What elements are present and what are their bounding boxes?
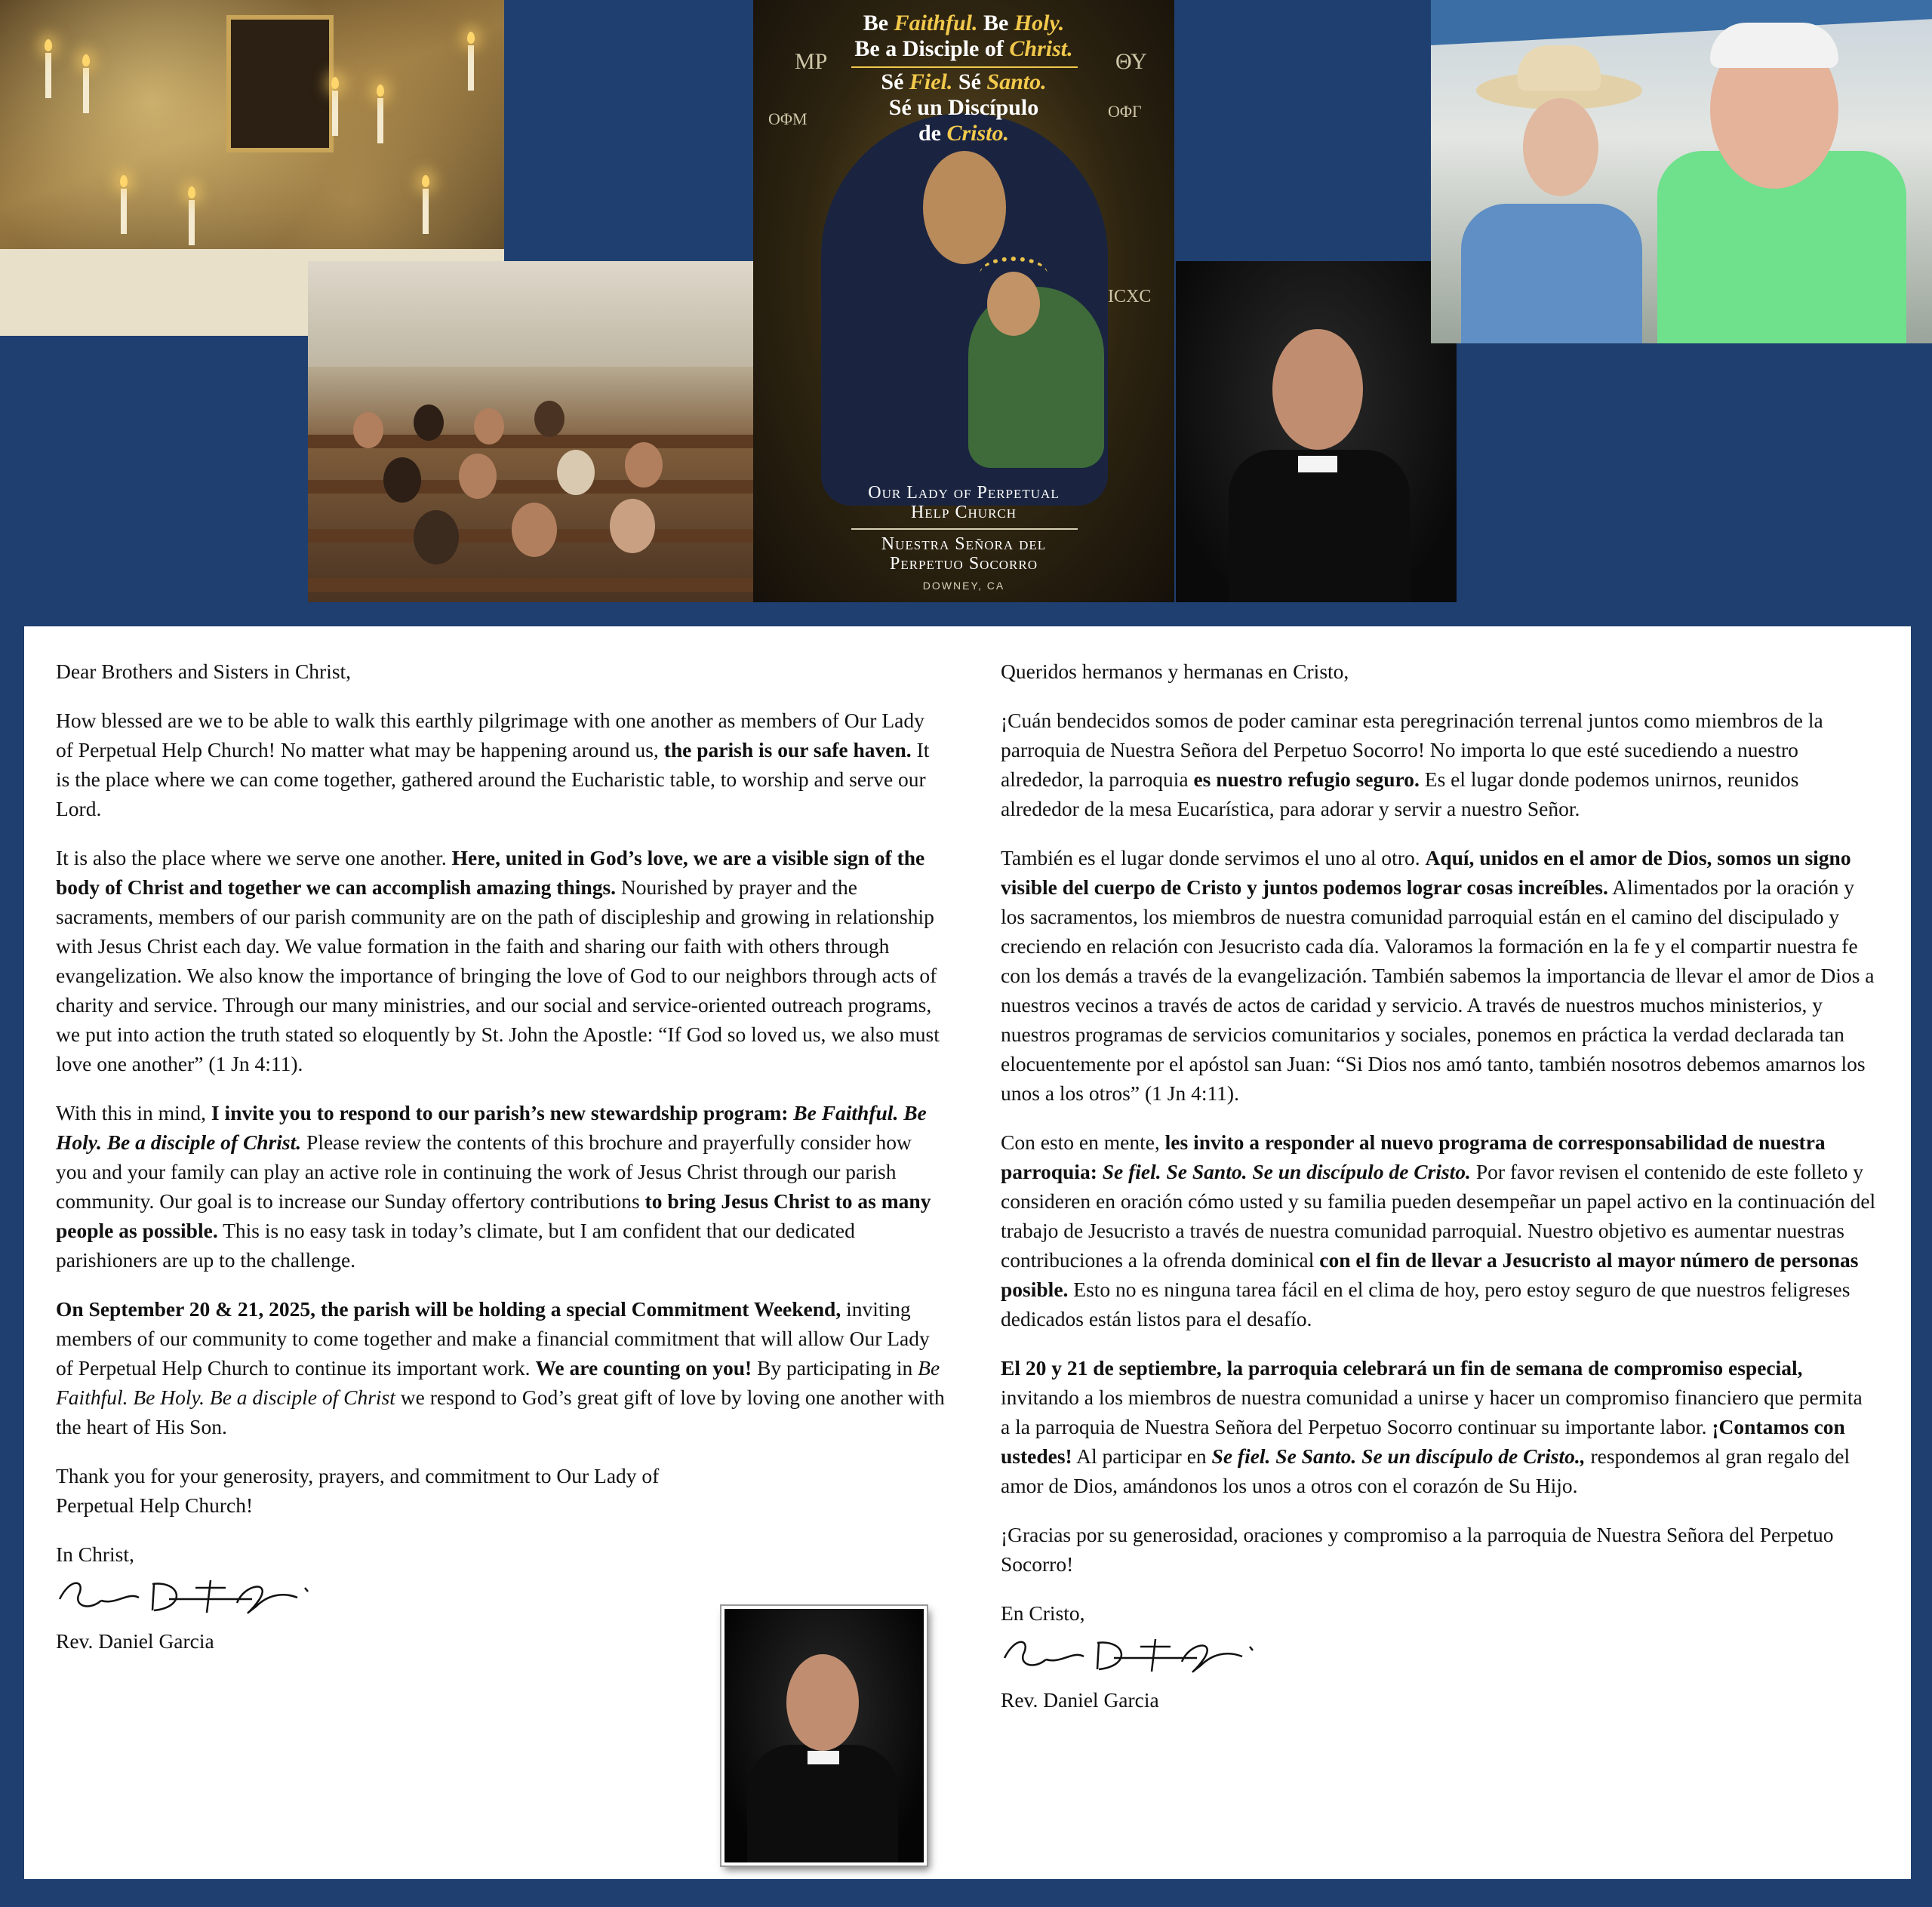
icon-greek-mp: MP: [795, 49, 828, 74]
icon-church-divider: [851, 528, 1078, 530]
icon-headline-divider: [851, 66, 1078, 68]
paragraph-1-en: How blessed are we to be able to walk this earthly pilgrimage with one another as members of Our Lady of Perpetual Help Church! No matter what may be happening around us, the parish is our safe haven. It is the place where we can come together, gathered around the Eucharistic table, to worship and serve our Lord.: [56, 709, 930, 820]
paragraph-3-en: With this in mind, I invite you to respond to our parish’s new stewardship program: Be Faithful. Be Holy. Be a disciple of Christ. Please review the contents of this brochure and prayerfully consider how you and your family can play an active role in continuing the work of Jesus Christ through our parish community. Our goal is to increase our Sunday offertory contributions to bring Jesus Christ to as many people as possible. This is no easy task in today’s climate, but I am confident that our dedicated parishioners are up to the challenge.: [56, 1101, 931, 1272]
priest-torso: [1229, 450, 1410, 602]
letter-spanish: [1001, 657, 1876, 1734]
paragraph-4-es: El 20 y 21 de septiembre, la parroquia celebrará un fin de semana de compromiso especial, invitando a los miembros de nuestra comunidad a unirse y hacer un compromiso financiero que permita a la parroquia de Nuestra Señora del Perpetuo Socorro continuar su importante labor. ¡Contamos con ustedes! Al participar en Se fiel. Se Santo. Se un discípulo de Cristo., respondemos al gran regalo del amor de Dios, amándonos los unos a otros con el corazón de Su Hijo.: [1001, 1356, 1863, 1497]
signature-es: [1001, 1628, 1325, 1681]
signature-name-en: Rev. Daniel Garcia: [56, 1629, 214, 1653]
couple-photo: [1431, 0, 1932, 343]
icon-headline-es: Sé Fiel. Sé Santo. Sé un Discípulo de Cristo.: [881, 69, 1047, 146]
paragraph-2-es: También es el lugar donde servimos el uno al otro. Aquí, unidos en el amor de Dios, somos un signo visible del cuerpo de Cristo y juntos podemos lograr cosas increíbles. Alimentados por la oración y los sacramentos, los miembros de nuestra comunidad parroquial están en el camino del discipulado y creciendo en relación con Jesucristo cada día. Valoramos la formación en la fe y el compartir nuestra fe con los demás a través de la evangelización. También sabemos la importancia de llevar el amor de Dios a nuestros vecinos a través de actos de caridad y servicio. A través de nuestros muchos ministerios, y nuestros programas de servicios comunitarios y sociales, ponemos en práctica la verdad declarada tan elocuentemente por el apóstol san Juan: “Si Dios nos amó tanto, también nosotros debemos amarnos los unos a los otros” (1 Jn 4:11).: [1001, 846, 1875, 1105]
icon-greek-ofm: ΟΦΜ: [768, 109, 808, 128]
greeting-en: Dear Brothers and Sisters in Christ,: [56, 660, 352, 683]
icon-church-name-en: Our Lady of Perpetual Help Church: [868, 483, 1060, 522]
paragraph-3-es: Con esto en mente, les invito a responder al nuevo programa de corresponsabilidad de nuestra parroquia: Se fiel. Se Santo. Se un discípulo de Cristo. Por favor revisen el contenido de este folleto y consideren en oración cómo usted y su familia pueden desempeñar un papel activo en la continuación del trabajo de Jesucristo a través de nuestra comunidad parroquial. Nuestro objetivo es aumentar nuestras contribuciones a la ofrenda dominical con el fin de llevar a Jesucristo al mayor número de personas posible. Esto no es ninguna tarea fácil en el clima de hoy, pero estoy seguro de que nuestros feligreses dedicados están listos para el desafío.: [1001, 1130, 1876, 1330]
priest-portrait: [721, 1606, 927, 1865]
priest-head: [1272, 329, 1363, 450]
signature-en: [56, 1569, 380, 1622]
woman-hat-crown: [1518, 45, 1601, 91]
priest-photo-top: [1176, 261, 1457, 602]
man-hair: [1710, 23, 1838, 68]
icon-city: DOWNEY, CA: [922, 580, 1005, 592]
signature-name-es: Rev. Daniel Garcia: [1001, 1688, 1159, 1712]
icon-greek-ofg: ΟΦΓ: [1108, 102, 1142, 121]
icon-headline-en: Be Faithful. Be Holy. Be a Disciple of Christ.: [854, 11, 1073, 61]
congregation-photo: [308, 261, 755, 602]
canopy: [1431, 0, 1932, 45]
church-ceiling: [308, 261, 755, 367]
greeting-es: Queridos hermanos y hermanas en Cristo,: [1001, 660, 1349, 683]
icon-mary-face: [923, 151, 1006, 264]
closing-en: In Christ,: [56, 1543, 134, 1566]
paragraph-4-en: On September 20 & 21, 2025, the parish will be holding a special Commitment Weekend, inviting members of our community to come together and make a financial commitment that will allow Our Lady of Perpetual Help Church to continue its important work. We are counting on you! By participating in Be Faithful. Be Holy. Be a disciple of Christ we respond to God’s great gift of love by loving one another with the heart of His Son.: [56, 1297, 945, 1438]
perpetual-help-icon-card: [753, 0, 1174, 602]
paragraph-2-en: It is also the place where we serve one another. Here, united in God’s love, we are a visible sign of the body of Christ and together we can accomplish amazing things. Nourished by prayer and the sacraments, members of our parish community are on the path of discipleship and growing in relationship with Jesus Christ each day. We value formation in the faith and sharing our faith with others through evangelization. We also know the importance of bringing the love of God to our neighbors through acts of charity and service. Through our many ministries, and our social and service-oriented outreach programs, we put into action the truth stated so eloquently by St. John the Apostle: “If God so loved us, we also must love one another” (1 Jn 4:11).: [56, 846, 940, 1075]
priest-collar: [1298, 456, 1337, 472]
closing-es: En Cristo,: [1001, 1601, 1085, 1625]
icon-crown: [980, 257, 1048, 291]
letter-english: [56, 657, 946, 1675]
woman-torso: [1461, 204, 1642, 343]
paragraph-5-en: Thank you for your generosity, prayers, and commitment to Our Lady of Perpetual Help Church!: [56, 1464, 660, 1517]
letter-panel: [24, 626, 1911, 1879]
icon-greek-theta: ΘΥ: [1115, 49, 1147, 74]
icon-church-name-es: Nuestra Señora del Perpetuo Socorro: [881, 534, 1047, 574]
paragraph-1-es: ¡Cuán bendecidos somos de poder caminar esta peregrinación terrenal juntos como miembros de la parroquia de Nuestra Señora del Perpetuo Socorro! No importa lo que esté sucediendo a nuestro alrededor, la parroquia es nuestro refugio seguro. Es el lugar donde podemos unirnos, reunidos alrededor de la mesa Eucarística, para adorar y servir a nuestro Señor.: [1001, 709, 1823, 820]
icon-greek-icxc: ICXC: [1108, 287, 1152, 306]
woman-head: [1523, 98, 1598, 196]
paragraph-5-es: ¡Gracias por su generosidad, oraciones y compromiso a la parroquia de Nuestra Señora del Perpetuo Socorro!: [1001, 1523, 1834, 1576]
altar-icon-frame: [226, 15, 334, 152]
